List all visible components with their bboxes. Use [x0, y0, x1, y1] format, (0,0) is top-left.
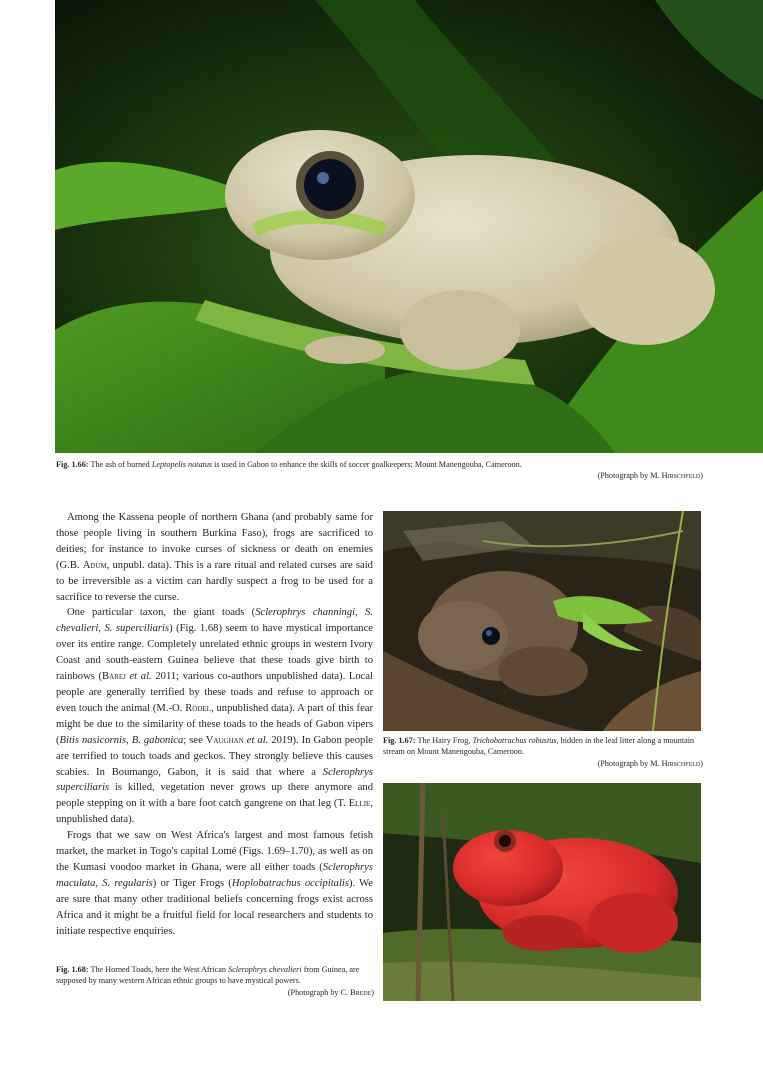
figure-label: Fig. 1.68:: [56, 965, 89, 974]
paragraph: One particular taxon, the giant toads (Sclerophrys channingi, S. chevalieri, S. superciliaris) (Fig. 1.68) seem to have mystical importance over its entire range. Completely unrelated ethnic groups in western Ivory Coast and south-eastern Guinea believe that these toads give birth to rainbows (Barej et al. 2011; various co-authors unpublished data). Local people are generally terrified by these toads and refuse to approach or even touch the animal (M.-O. Rödel, unpublished data). A part of this fear might be due to the similarity of these toads to the heads of Gabon vipers (Bitis nasicornis, B. gabonica; see Vaughan et al. 2019). In Gabon people are terrified to touch toads and geckos. They strongly believe this causes scabies. In Boumango, Gabon, it is said that where a Sclerophrys superciliaris is killed, vegetation never grows up there anymore and people stepping on it with a bare foot catch gangrene on that leg (T. Ellie, unpublished data).: [56, 607, 373, 826]
caption-taxon: Leptopelis notatus: [151, 460, 213, 469]
caption-taxon: Trichobatrachus robustus: [472, 736, 557, 745]
caption-text: , hidden in the leaf litter along a mountain stream on Mount Manengouba, Cameroon.: [383, 736, 695, 757]
fig-1-66-photo: [55, 0, 763, 453]
caption-text: from Guinea, are supposed by many western African ethnic groups to have mystical powers.: [56, 965, 360, 986]
photo-credit: (Photograph by M. Hirschfeld): [597, 758, 703, 768]
paragraph: Among the Kassena people of northern Ghana (and probably same for those people living in southern Burkina Faso), frogs are sacrificed to deities; for instance to invoke curses of sickness or death on enemies (G.B. Adum, unpubl. data). This is a rare ritual and related curses are said to be irreversible as a victim can hardly suspect a frog to be used for a sacrifice to reverse the curse.: [56, 512, 373, 603]
red-frog-photo: [383, 783, 701, 1001]
fig-1-67-photo: [383, 511, 701, 731]
photo-credit: (Photograph by C. Brede): [287, 987, 374, 997]
body-text: [56, 510, 373, 939]
fig-1-68-caption: [56, 964, 374, 998]
fig-1-67-caption: [383, 735, 703, 769]
caption-text: is used in Gabon to enhance the skills of soccer goalkeepers; Mount Manengouba, Cameroon.: [212, 460, 522, 469]
fig-1-66-caption: [56, 459, 703, 482]
caption-text: The ash of burned: [90, 460, 152, 469]
caption-taxon: Sclerophrys chevalieri: [228, 965, 302, 974]
figure-label: Fig. 1.67:: [383, 736, 416, 745]
photo-credit: (Photograph by M. Hirschfeld): [597, 471, 703, 481]
figure-label: Fig. 1.66:: [56, 460, 89, 469]
caption-text: The Horned Toads, here the West African: [90, 965, 229, 974]
paragraph: Frogs that we saw on West Africa's largest and most famous fetish market, the market in Togo's capital Lomé (Figs. 1.69–1.70), as well as on the Kumasi voodoo market in Ghana, were all either toads (Sclerophrys maculata, S. regularis) or Tiger Frogs (Hoplobatrachus occipitalis). We are sure that many other traditional beliefs concerning frogs exist across Africa and it might be a fruitful field for local researchers and students to initiate respective enquiries.: [56, 830, 373, 937]
caption-text: The Hairy Frog,: [417, 736, 473, 745]
